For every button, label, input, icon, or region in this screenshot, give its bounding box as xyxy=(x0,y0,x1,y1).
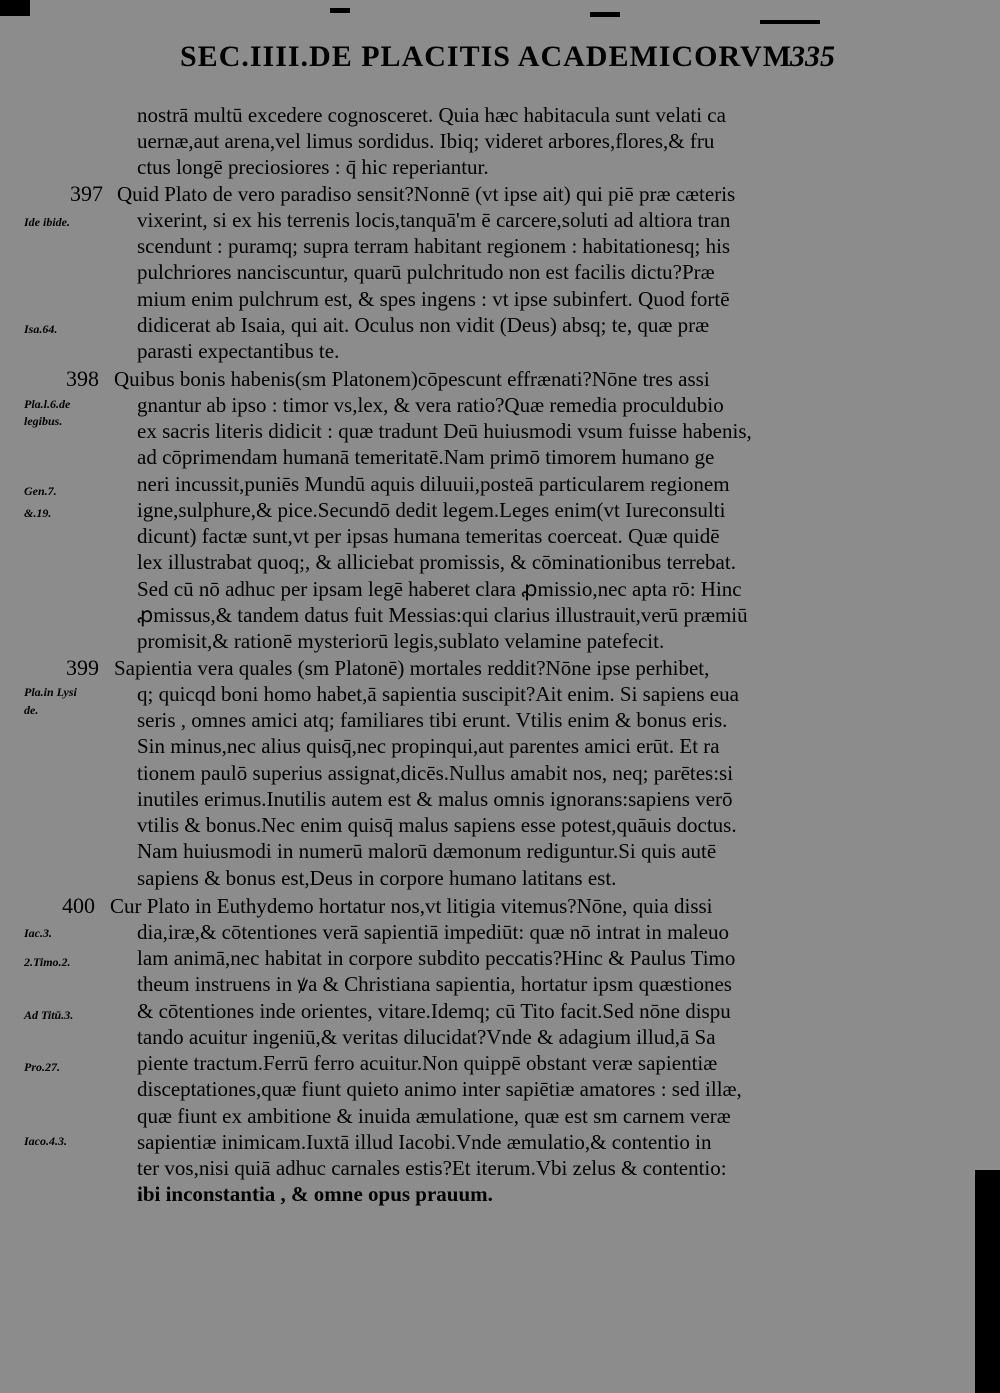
text-line: Sin minus,nec alius quisq̄,nec propinqui,aut parentes amici erūt. Et ra xyxy=(137,734,720,758)
text-line: sapientiæ inimicam.Iuxtā illud Iacobi.Vnde æmulatio,& contentio in xyxy=(137,1130,712,1154)
marginal-note: legibus. xyxy=(24,414,63,428)
text-line: tando acuitur ingeniū,& veritas dilucidat?Vnde & adagium illud,ā Sa xyxy=(137,1025,716,1049)
text-line: quæ fiunt ex ambitione & inuida æmulatione, quæ est sm carnem veræ xyxy=(137,1104,731,1128)
text-line: vixerint, si ex his terrenis locis,tanquā'm ē carcere,soluti ad altiora tran xyxy=(137,208,731,232)
text-line: ibi inconstantia , & omne opus prauum. xyxy=(137,1182,493,1206)
text-line: ad cōprimendam humanā temeritatē.Nam primō timorem humano ge xyxy=(137,445,715,469)
text-line: lex illustrabat quoq;, & alliciebat promissis, & cōminationibus terrebat. xyxy=(137,550,736,574)
text-line: neri incussit,puniēs Mundū aquis diluuii,posteā particularem regionem xyxy=(137,472,730,496)
scan-speck xyxy=(760,20,820,24)
text-line: sapiens & bonus est,Deus in corpore humano latitans est. xyxy=(137,866,617,890)
text-line: seris , omnes amici atq; familiares tibi erunt. Vtilis enim & bonus eris. xyxy=(137,708,728,732)
text-line: piente tractum.Ferrū ferro acuitur.Non quippē obstant veræ sapientiæ xyxy=(137,1051,718,1075)
question-number: 397 xyxy=(70,181,103,206)
scan-speck xyxy=(590,12,620,17)
text-line: parasti expectantibus te. xyxy=(137,339,340,363)
text-line: Quibus bonis habenis(sm Platonem)cōpescunt effrænati?Nōne tres assi xyxy=(114,367,710,391)
scan-speck xyxy=(975,1170,1000,1393)
text-line: Sapientia vera quales (sm Platonē) mortales reddit?Nōne ipse perhibet, xyxy=(114,656,710,680)
marginal-note: &.19. xyxy=(24,506,52,520)
text-line: gnantur ab ipso : timor vs,lex, & vera ratio?Quæ remedia proculdubio xyxy=(137,393,724,417)
text-line: nostrā multū excedere cognosceret. Quia hæc habitacula sunt velati ca xyxy=(137,103,726,127)
marginal-note: de. xyxy=(24,703,39,717)
text-line: Quid Plato de vero paradiso sensit?Nonnē (vt ipse ait) qui piē præ cæteris xyxy=(117,182,736,206)
text-line: disceptationes,quæ fiunt quieto animo inter sapiētiæ amatores : sed illæ, xyxy=(137,1077,742,1101)
text-line: ctus longē preciosiores : q̄ hic reperiantur. xyxy=(137,155,489,179)
text-line: promisit,& rationē mysteriorū legis,sublato velamine patefecit. xyxy=(137,629,665,653)
text-line: lam animā,nec habitat in corpore subdito peccatis?Hinc & Paulus Timo xyxy=(137,946,736,970)
text-line: Nam huiusmodi in numerū malorū dæmonum rediguntur.Si quis autē xyxy=(137,839,717,863)
text-line: Cur Plato in Euthydemo hortatur nos,vt litigia vitemus?Nōne, quia dissi xyxy=(110,894,713,918)
question-number: 400 xyxy=(62,893,95,918)
folio-number: 335 xyxy=(790,40,835,73)
text-line: inutiles erimus.Inutilis autem est & malus omnis ignorans:sapiens verō xyxy=(137,787,733,811)
text-line: igne,sulphure,& pice.Secundō dedit legem.Leges enim(vt Iureconsulti xyxy=(137,498,726,522)
text-line: pulchriores nanciscuntur, quarū pulchritudo non est facilis dictu?Præ xyxy=(137,260,715,284)
marginal-note: Ide ibide. xyxy=(24,215,70,229)
text-line: & cōtentiones inde orientes, vitare.Idemq; cū Tito facit.Sed nōne dispu xyxy=(137,999,731,1023)
marginal-note: Iac.3. xyxy=(24,926,52,940)
text-line: Sed cū nō adhuc per ipsam legē haberet clara ꝓmissio,nec apta rō: Hinc xyxy=(137,577,742,601)
text-line: ter vos,nisi quiā adhuc carnales estis?Et iterum.Vbi zelus & contentio: xyxy=(137,1156,727,1180)
text-line: dia,iræ,& cōtentiones verā sapientiā impediūt: quæ nō intrat in maleuo xyxy=(137,920,729,944)
text-line: ex sacris literis didicit : quæ tradunt Deū huiusmodi vsum fuisse habenis, xyxy=(137,419,752,443)
marginal-note: 2.Timo.2. xyxy=(24,955,71,969)
marginal-note: Pro.27. xyxy=(24,1060,60,1074)
scan-speck xyxy=(0,0,30,16)
text-line: q; quicqd boni homo habet,ā sapientia suscipit?Ait enim. Si sapiens eua xyxy=(137,682,739,706)
text-line: didicerat ab Isaia, qui ait. Oculus non vidit (Deus) absq; te, quæ præ xyxy=(137,313,710,337)
text-line: ꝓmissus,& tandem datus fuit Messias:qui clarius illustrauit,verū præmiū xyxy=(137,603,748,627)
text-line: scendunt : puramq; supra terram habitant regionem : habitationesq; his xyxy=(137,234,731,258)
marginal-note: Isa.64. xyxy=(24,322,58,336)
question-number: 399 xyxy=(66,655,99,680)
text-line: vtilis & bonus.Nec enim quisq̄ malus sapiens esse potest,quāuis doctus. xyxy=(137,813,737,837)
text-line: uernæ,aut arena,vel limus sordidus. Ibiq; videret arbores,flores,& fru xyxy=(137,129,715,153)
text-line: mium enim pulchrum est, & spes ingens : vt ipse subinfert. Quod fortē xyxy=(137,287,730,311)
marginal-note: Gen.7. xyxy=(24,484,57,498)
question-number: 398 xyxy=(66,366,99,391)
marginal-note: Ad Titū.3. xyxy=(24,1008,74,1022)
marginal-note: Iaco.4.3. xyxy=(24,1134,67,1148)
scan-speck xyxy=(330,8,350,13)
marginal-note: Pla.l.6.de xyxy=(24,397,71,411)
running-head: SEC.IIII.DE PLACITIS ACADEMICORVM xyxy=(180,40,793,73)
marginal-note: Pla.in Lysi xyxy=(24,685,77,699)
text-line: tionem paulō superius assignat,dicēs.Nullus amabit nos, neq; parētes:si xyxy=(137,761,734,785)
text-line: dicunt) factæ sunt,vt per ipsas humana temeritas coerceat. Quæ quidē xyxy=(137,524,720,548)
text-line: theum instruens in ꝟa & Christiana sapientia, hortatur ipsm quæstiones xyxy=(137,972,732,996)
